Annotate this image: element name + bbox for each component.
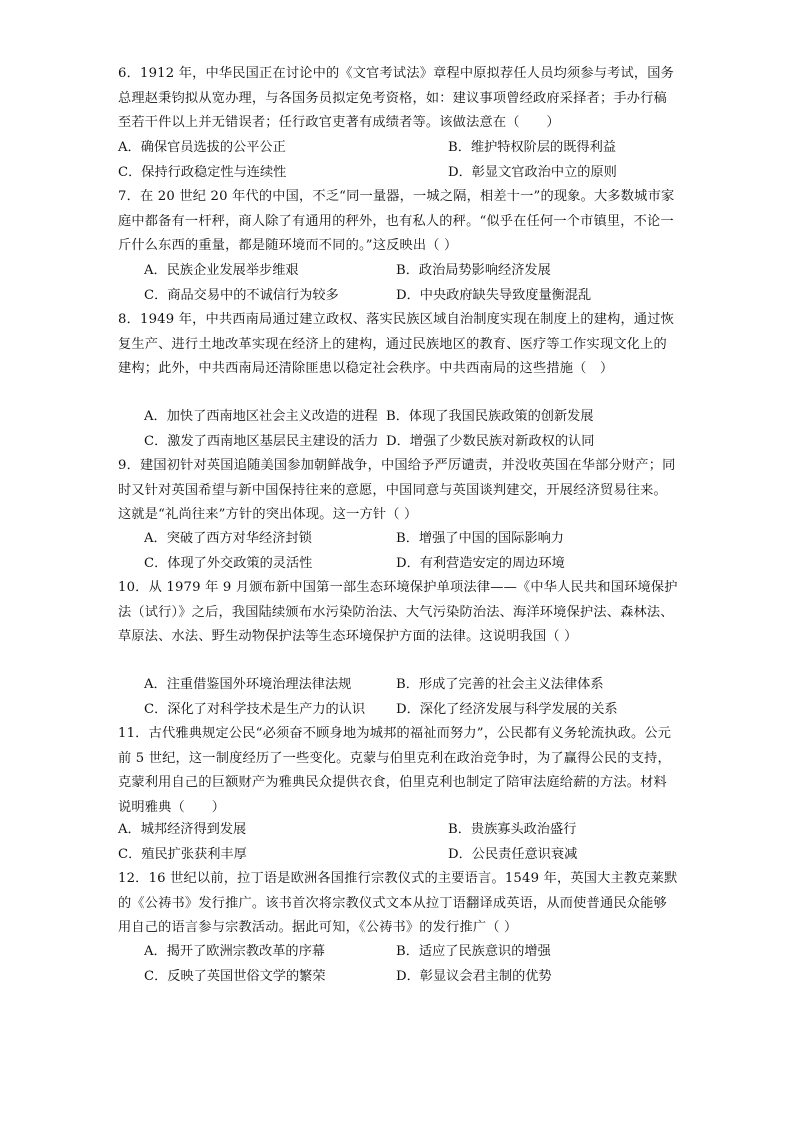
question-12-stem: 12．16 世纪以前，拉丁语是欧洲各国推行宗教仪式的主要语言。1549 年，英国大主教克莱默的《公祷书》发行推广。该书首次将宗教仪式文本从拉丁语翻译成英语，从而使普通民众能够用自己的语言参与宗教活动。据此可知，《公祷书》的发行推广（ ）: [118, 871, 678, 936]
option-c: C．商品交易中的不诚信行为较多: [144, 287, 339, 303]
options-row: [118, 843, 678, 868]
options-row: [118, 673, 678, 698]
option-b: B．增强了中国的国际影响力: [396, 531, 564, 546]
option-a: A．揭开了欧洲宗教改革的序幕: [144, 944, 325, 959]
option-a: A．城邦经济得到发展: [118, 822, 247, 837]
options-row: [118, 284, 678, 309]
options-row: [118, 430, 678, 455]
question-6-options: [118, 136, 678, 185]
options-row: [118, 136, 678, 161]
options-row: [118, 965, 678, 990]
option-c: C．激发了西南地区基层民主建设的活力: [144, 433, 379, 449]
option-d: D．有利营造安定的周边环境: [396, 555, 565, 571]
question-11-options: [118, 818, 678, 867]
option-d: D．彰显文官政治中立的原则: [448, 164, 617, 180]
option-a: A．民族企业发展举步维艰: [144, 263, 299, 278]
option-b: B．适应了民族意识的增强: [396, 944, 551, 959]
options-row: [118, 698, 678, 723]
question-10-stem: 10．从 1979 年 9 月颁布新中国第一部生态环境保护单项法律——《中华人民共和国环境保护法（试行）》之后，我国陆续颁布水污染防治法、大气污染防治法、海洋环境保护法、森林法、草原法、水法、野生动物保护法等生态环境保护方面的法律。这说明我国（ ）: [118, 580, 678, 645]
option-d: D．深化了经济发展与科学发展的关系: [396, 701, 618, 717]
option-b: B．形成了完善的社会主义法律体系: [396, 677, 604, 692]
option-b: B．贵族寡头政治盛行: [448, 822, 577, 837]
option-c: C．殖民扩张获利丰厚: [118, 846, 247, 862]
question-8-stem: 8．1949 年，中共西南局通过建立政权、落实民族区域自治制度实现在制度上的建构，通过恢复生产、进行土地改革实现在经济上的建构，通过民族地区的教育、医疗等工作实现文化上的建构；此外，中共西南局还清除匪患以稳定社会秩序。中共西南局的这些措施（ ）: [118, 312, 675, 377]
question-8-options: [118, 405, 678, 454]
question-7-stem: 7．在 20 世纪 20 年代的中国，不乏“同一量器，一城之隔，相差十一”的现象。大多数城市家庭中都备有一杆秤，商人除了有通用的秤外，也有私人的秤。“似乎在任何一个市镇里，不论一斤什么东西的重量，都是随环境而不同的。”这反映出（ ）: [118, 189, 675, 254]
question-9-stem: 9．建国初针对英国追随美国参加朝鲜战争，中国给予严厉谴责，并没收英国在华部分财产；同时又针对英国希望与新中国保持往来的意愿，中国同意与英国谈判建交，开展经济贸易往来。这就是“礼尚往来”方针的突出体现。这一方针（ ）: [118, 458, 676, 523]
option-a: A．确保官员选拔的公平公正: [118, 140, 286, 155]
option-d: D．中央政府缺失导致度量衡混乱: [396, 287, 592, 303]
option-c: C．保持行政稳定性与连续性: [118, 164, 287, 180]
option-b: B．政治局势影响经济发展: [396, 263, 551, 278]
question-10-options: [118, 673, 678, 722]
question-11-stem: 11．古代雅典规定公民“必须奋不顾身地为城邦的福祉而努力”，公民都有义务轮流执政。公元前 5 世纪，这一制度经历了一些变化。克蒙与伯里克利在政治竞争时，为了赢得公民的支持，克蒙利用自己的巨额财产为雅典民众提供衣食，伯里克利也制定了陪审法庭给薪的方法。材料说明雅典（ ）: [118, 726, 672, 815]
options-row: [118, 940, 678, 965]
option-d: D．彰显议会君主制的优势: [396, 968, 552, 984]
options-row: [118, 161, 678, 186]
question-6-stem: 6．1912 年，中华民国正在讨论中的《文官考试法》章程中原拟荐任人员均须参与考试，国务总理赵秉钧拟从宽办理，与各国务员拟定免考资格，如：建议事项曾经政府采择者；手办行稿至若干件以上并无错误者；任行政官吏著有成绩者等。该做法意在（ ）: [118, 66, 675, 131]
option-a: A．加快了西南地区社会主义改造的进程: [144, 409, 378, 424]
options-row: [118, 405, 678, 430]
option-b: B．体现了我国民族政策的创新发展: [386, 409, 594, 424]
option-c: C．深化了对科学技术是生产力的认识: [144, 701, 366, 717]
option-c: C．反映了英国世俗文学的繁荣: [144, 968, 326, 984]
options-row: [118, 552, 678, 577]
option-d: D．公民责任意识衰减: [448, 846, 578, 862]
option-d: D．增强了少数民族对新政权的认同: [386, 433, 595, 449]
question-9-options: [118, 527, 678, 576]
option-a: A．注重借鉴国外环境治理法律法规: [144, 677, 352, 692]
option-b: B．维护特权阶层的既得利益: [448, 140, 616, 155]
options-row: [118, 818, 678, 843]
question-12-options: [118, 940, 678, 989]
option-a: A．突破了西方对华经济封锁: [144, 531, 312, 546]
options-row: [118, 527, 678, 552]
options-row: [118, 259, 678, 284]
option-c: C．体现了外交政策的灵活性: [144, 555, 313, 571]
question-7-options: [118, 259, 678, 308]
